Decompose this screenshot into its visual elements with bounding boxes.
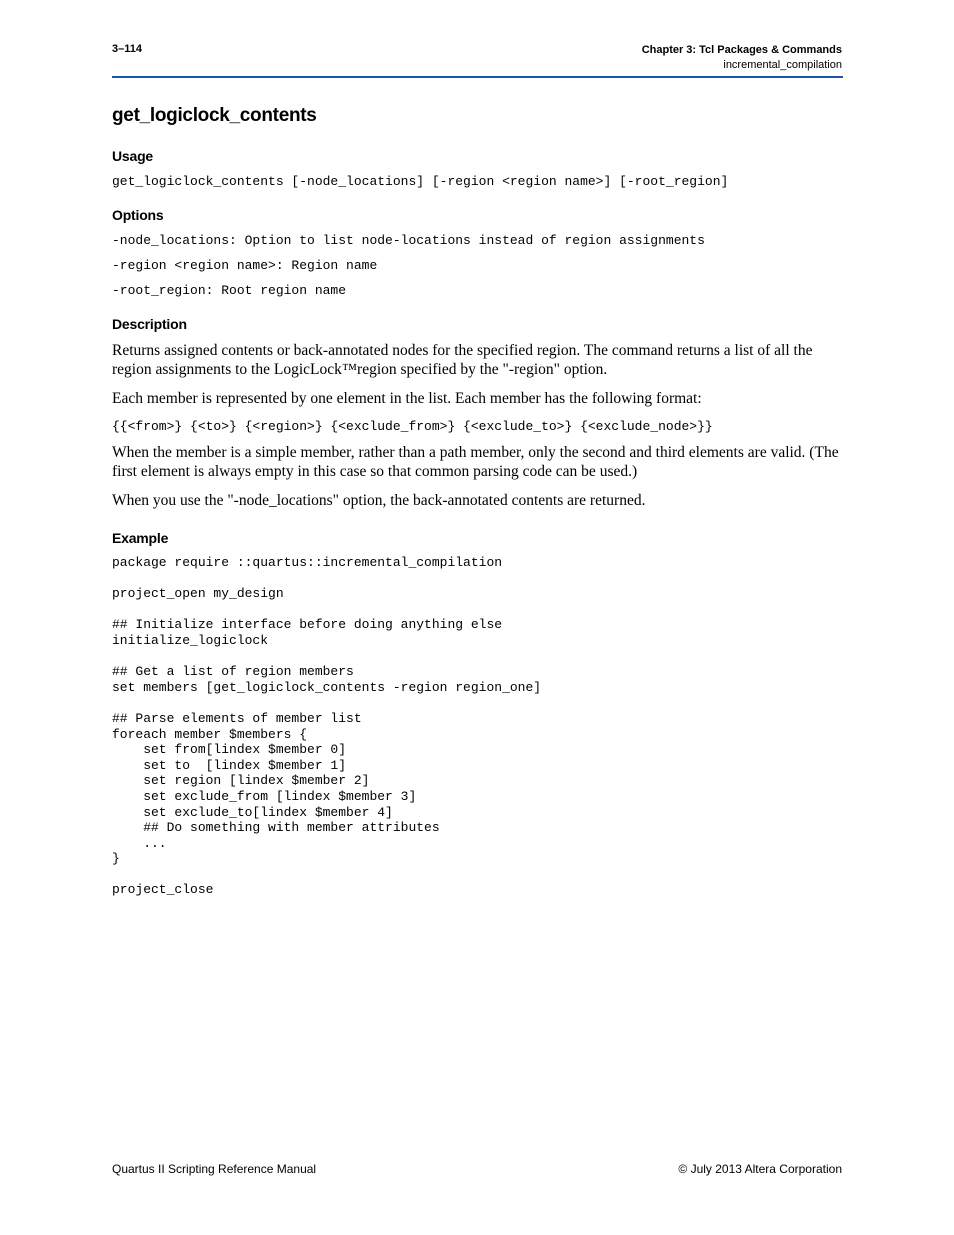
page-number: 3–114 xyxy=(112,43,142,55)
running-header xyxy=(642,43,842,73)
description-paragraph: Returns assigned contents or back-annotated nodes for the specified region. The command returns a list of all the region assignments to the LogicLock™region specified by the "-region" option. xyxy=(112,342,813,378)
footer-manual-title: Quartus II Scripting Reference Manual xyxy=(112,1162,317,1176)
footer-copyright: © July 2013 Altera Corporation xyxy=(678,1162,842,1176)
example-code: package require ::quartus::incremental_compilation project_open my_design ## Initialize interface before doing anything else initialize_logiclock ## Get a list of region members set members [get_logiclock_contents -region region_one] ## Parse elements of member list foreach member $members { set from[lindex $member 0] set to [lindex $member 1] set region [lindex $member 2] set exclude_from [lindex $member 3] set exclude_to[lindex $member 4] ## Do something with member attributes ... } project_close xyxy=(112,555,542,898)
description-heading: Description xyxy=(112,316,187,332)
option-item: -node_locations: Option to list node-locations instead of region assignments xyxy=(112,233,705,248)
options-heading: Options xyxy=(112,207,164,223)
member-format: {{<from>} {<to>} {<region>} {<exclude_from>} {<exclude_to>} {<exclude_node>}} xyxy=(112,419,713,434)
section-title: incremental_compilation xyxy=(723,59,842,71)
usage-heading: Usage xyxy=(112,148,154,164)
description-paragraph: Each member is represented by one element in the list. Each member has the following format: xyxy=(112,390,702,407)
usage-syntax: get_logiclock_contents [-node_locations] [-region <region name>] [-root_region] xyxy=(112,174,729,189)
description-paragraph: When you use the "-node_locations" option, the back-annotated contents are returned. xyxy=(112,492,646,509)
example-heading: Example xyxy=(112,530,169,546)
header-rule xyxy=(112,76,843,78)
page-title: get_logiclock_contents xyxy=(112,105,317,126)
option-item: -region <region name>: Region name xyxy=(112,258,378,273)
description-paragraph: When the member is a simple member, rather than a path member, only the second and third elements are valid. (The first element is always empty in this case so that common parsing code can be used.) xyxy=(112,444,839,480)
option-item: -root_region: Root region name xyxy=(112,283,347,298)
chapter-title: Chapter 3: Tcl Packages & Commands xyxy=(641,44,842,56)
